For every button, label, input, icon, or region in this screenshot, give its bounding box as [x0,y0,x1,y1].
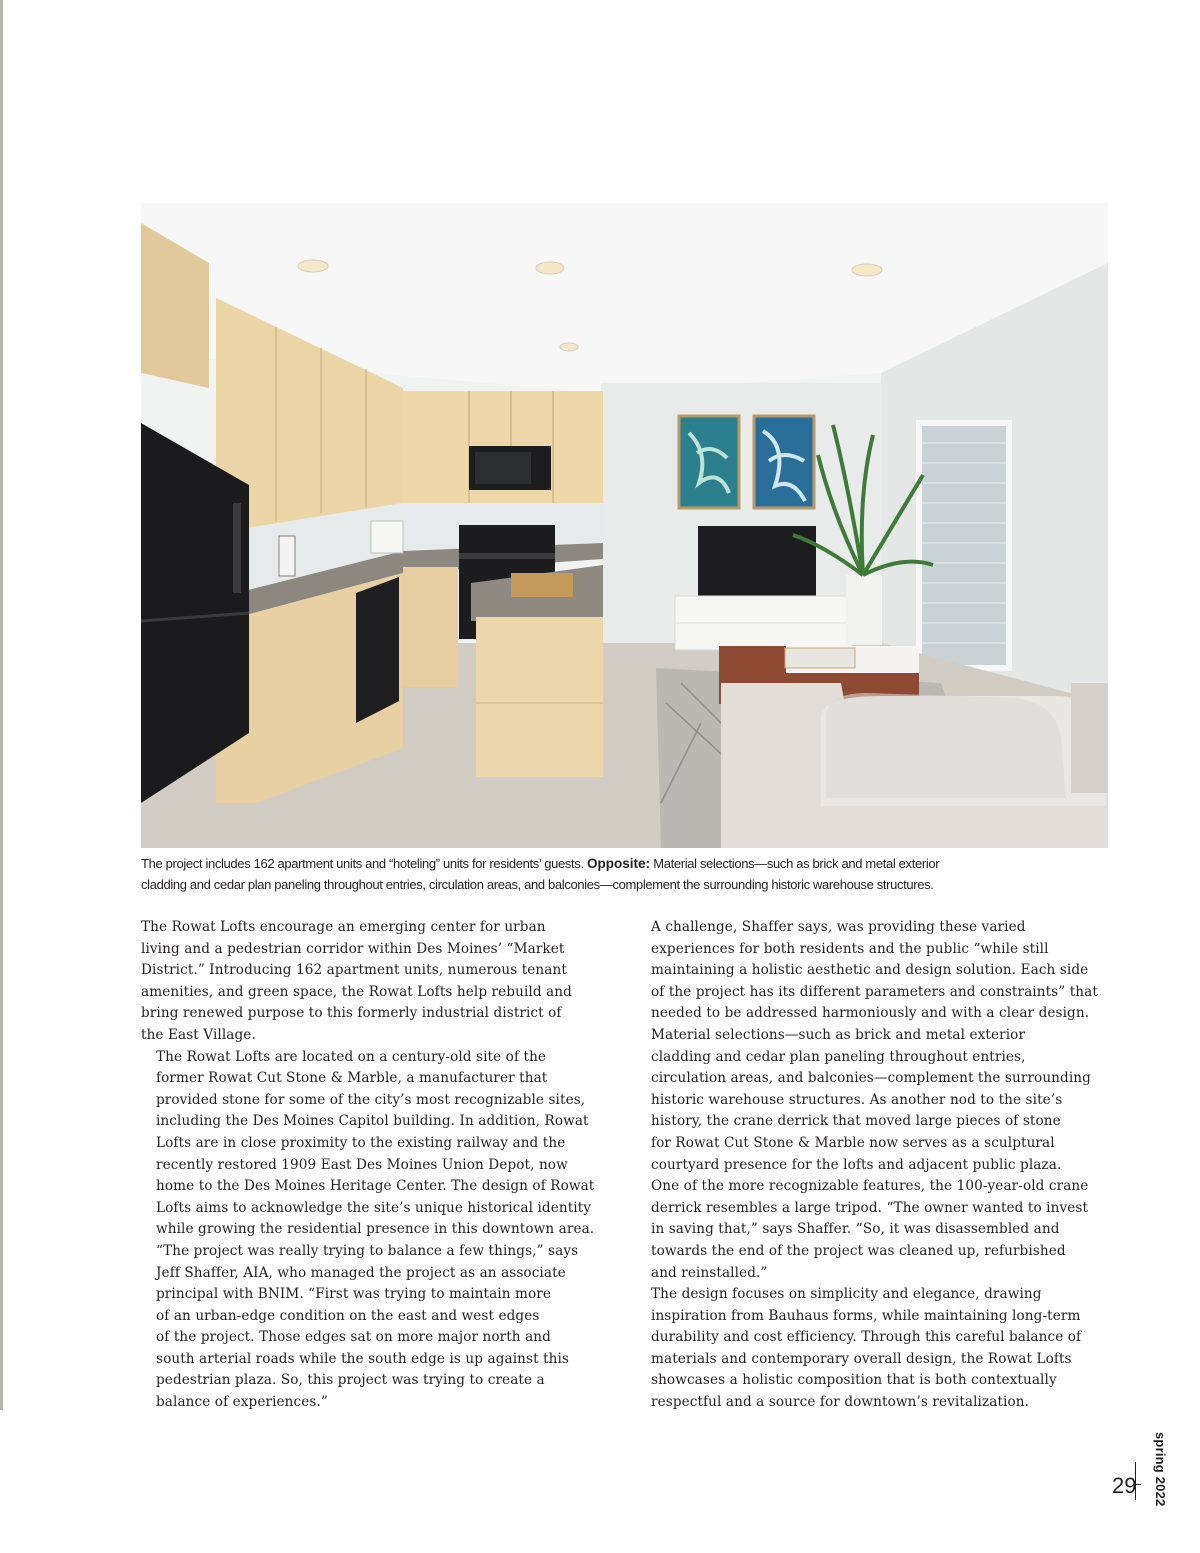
text-line: living and a pedestrian corridor within Des Moines’ “Market [141,940,565,957]
body-paragraph [636,1284,1106,1414]
text-line: experiences for both residents and the public “while still [651,940,1049,957]
caption-line-2: cladding and cedar plan paneling throughout entries, circulation areas, and balconies—complement the surrounding historic warehouse structures. [141,877,934,892]
text-line: bring renewed purpose to this formerly industrial district of [141,1005,562,1022]
body-paragraph [636,917,1106,1025]
text-line: while growing the residential presence in this downtown area. [156,1221,595,1238]
photo-illustration [141,203,1108,848]
text-line: District.” Introducing 162 apartment units, numerous tenant [141,962,567,979]
body-paragraph [141,1047,611,1241]
text-line: recently restored 1909 East Des Moines Union Depot, now [156,1156,568,1173]
text-line: durability and cost efficiency. Through this careful balance of [651,1329,1082,1346]
text-line: balance of experiences.” [156,1394,328,1411]
text-line: The Rowat Lofts are located on a century-old site of the [156,1048,547,1065]
text-line: south arterial roads while the south edge is up against this [156,1350,570,1367]
text-line: of the project. Those edges sat on more major north and [156,1329,551,1346]
text-line: Lofts are in close proximity to the existing railway and the [156,1134,566,1151]
text-line: Lofts aims to acknowledge the site’s unique historical identity [156,1199,592,1216]
text-line: home to the Des Moines Heritage Center. The design of Rowat [156,1178,595,1195]
text-line: including the Des Moines Capitol building. In addition, Rowat [156,1113,589,1130]
text-line: Jeff Shaffer, AIA, who managed the project as an associate [156,1264,566,1281]
text-line: maintaining a holistic aesthetic and design solution. Each side [651,962,1089,979]
apartment-interior-photo [141,203,1108,848]
text-line: inspiration from Bauhaus forms, while maintaining long-term [651,1307,1081,1324]
text-line: history, the crane derrick that moved large pieces of stone [651,1113,1061,1130]
text-line: and reinstalled.” [651,1264,768,1281]
text-line: provided stone for some of the city’s most recognizable sites, [156,1091,586,1108]
text-line: amenities, and green space, the Rowat Lofts help rebuild and [141,983,572,1000]
text-line: A challenge, Shaffer says, was providing these varied [651,919,1026,935]
text-line: for Rowat Cut Stone & Marble now serves as a sculptural [651,1134,1055,1151]
caption-line-1 [141,853,1108,874]
text-line: of an urban-edge condition on the east and west edges [156,1307,540,1324]
text-line: principal with BNIM. “First was trying to maintain more [156,1286,552,1303]
text-line: the East Village. [141,1026,256,1043]
page-number: 29 [1112,1473,1137,1498]
text-line: The Rowat Lofts encourage an emerging center for urban [141,919,546,935]
text-line: in saving that,” says Shaffer. “So, it was disassembled and [651,1221,1060,1238]
caption-continuation: Material selections—such as brick and metal exterior [649,856,940,871]
text-line: courtyard presence for the lofts and adjacent public plaza. [651,1156,1062,1173]
text-line: historic warehouse structures. As another nod to the site’s [651,1091,1063,1108]
text-line: needed to be addressed harmoniously and with a clear design. [651,1005,1090,1022]
caption-lead: The project includes 162 apartment units and “hoteling” units for residents’ guests. [141,856,587,871]
text-line: “The project was really trying to balance a few things,” says [156,1242,579,1259]
text-line: showcases a holistic composition that is both contextually [651,1372,1057,1389]
text-line: pedestrian plaza. So, this project was trying to create a [156,1372,545,1389]
text-line: circulation areas, and balconies—complement the surrounding [651,1070,1091,1087]
text-line: materials and contemporary overall design, the Rowat Lofts [651,1350,1072,1367]
issue-label: spring 2022 [1153,1432,1168,1507]
text-line: former Rowat Cut Stone & Marble, a manufacturer that [156,1070,548,1087]
left-page-edge [0,0,3,1410]
body-paragraph [141,1241,611,1414]
caption-label: Opposite: [586,856,650,871]
body-column-right [636,917,1106,1414]
body-column-left [141,917,611,1414]
text-line: towards the end of the project was cleaned up, refurbished [651,1242,1066,1259]
body-paragraph [141,917,611,1047]
text-line: Material selections—such as brick and metal exterior [651,1026,1026,1043]
text-line: of the project has its different parameters and constraints” that [651,983,1098,1000]
photo-caption [141,853,1108,895]
text-line: respectful and a source for downtown’s revitalization. [651,1394,1030,1411]
text-line: The design focuses on simplicity and elegance, drawing [651,1286,1042,1303]
text-line: cladding and cedar plan paneling throughout entries, [651,1048,1026,1065]
text-line: One of the more recognizable features, the 100-year-old crane [651,1178,1089,1195]
text-line: derrick resembles a large tripod. “The owner wanted to invest [651,1199,1089,1216]
body-paragraph [636,1025,1106,1284]
